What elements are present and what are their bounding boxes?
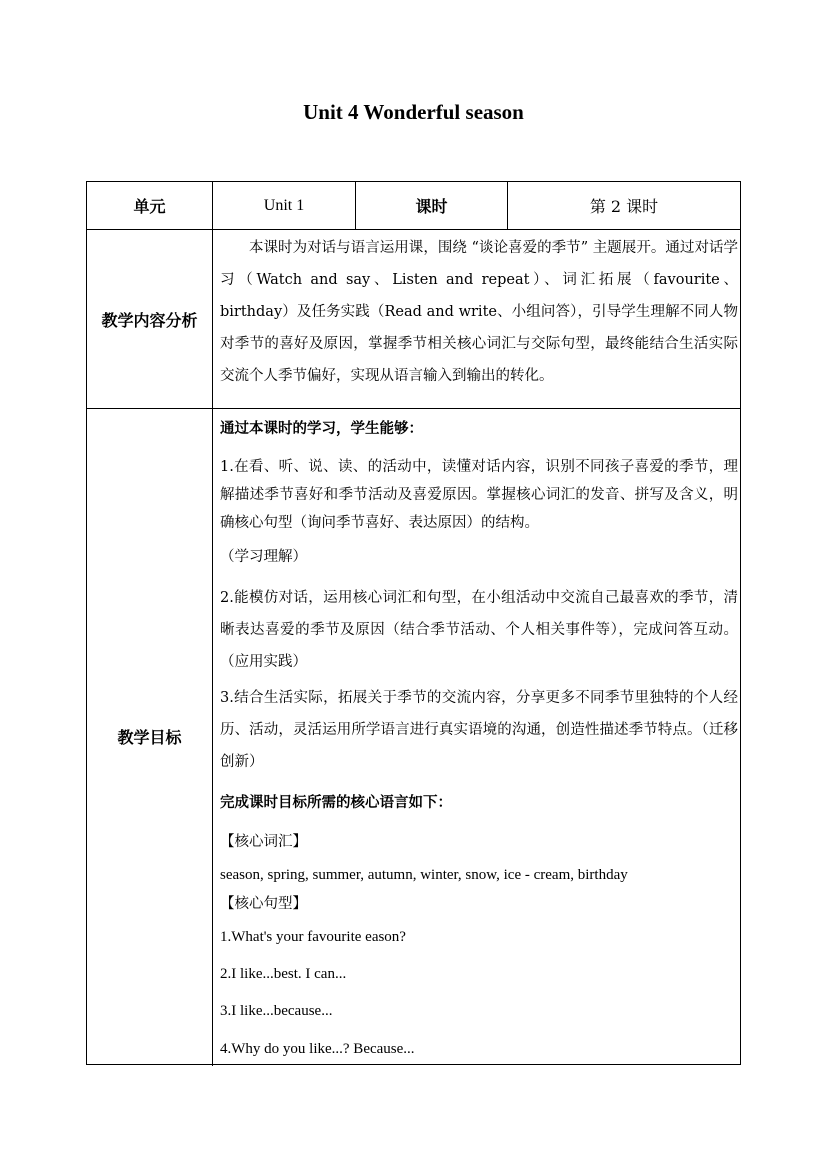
column-divider xyxy=(212,182,213,1066)
objective-2: 2.能模仿对话，运用核心词汇和句型，在小组活动中交流自己最喜欢的季节，清晰表达喜爱的季节及原因（结合季节活动、个人相关事件等），完成问答互动。（应用实践） xyxy=(220,590,738,670)
document-title: Unit 4 Wonderful season xyxy=(303,100,524,124)
analysis-text: 本课时为对话与语言运用课，围绕 “谈论喜爱的季节” 主题展开。通过对话学习（Watch and say、Listen and repeat）、词汇拓展（favourite、birthday）及任务实践（Read and write、小组问答），引导学生理解不同人物对季节的喜好及原因，掌握季节相关核心词汇与交际句型，最终能结合生活实际交流个人季节偏好，实现从语言输入到输出的转化。 xyxy=(220,240,738,384)
sentence-item: 4.Why do you like...? Because... xyxy=(220,1041,415,1057)
vocab-list: season, spring, summer, autumn, winter, snow, ice - cream, birthday xyxy=(220,867,628,883)
core-language-intro: 完成课时目标所需的核心语言如下： xyxy=(220,794,452,811)
sentence-item: 1.What's your favourite eason? xyxy=(220,929,406,945)
sentence-item: 2.I like...best. I can... xyxy=(220,966,347,982)
objectives-label: 教学目标 xyxy=(117,728,182,747)
sentence-label: 【核心句型】 xyxy=(220,896,307,912)
unit-value: Unit 1 xyxy=(263,196,305,214)
analysis-label: 教学内容分析 xyxy=(101,310,198,330)
period-label: 课时 xyxy=(415,197,448,216)
period-value: 第 2 课时 xyxy=(589,197,659,216)
objectives-content xyxy=(220,409,738,1064)
objective-1-tag: （学习理解） xyxy=(220,549,307,565)
lesson-plan-table xyxy=(86,181,741,1065)
objective-1: 1.在看、听、说、读、的活动中，读懂对话内容，识别不同孩子喜爱的季节，理解描述季节喜好和季节活动及喜爱原因。掌握核心词汇的发音、拼写及含义，明确核心句型（询问季节喜好、表达原因）的结构。 xyxy=(220,459,738,531)
objectives-intro: 通过本课时的学习，学生能够： xyxy=(220,420,423,437)
unit-label: 单元 xyxy=(133,197,166,216)
vocab-label: 【核心词汇】 xyxy=(220,834,307,850)
objective-3: 3.结合生活实际，拓展关于季节的交流内容，分享更多不同季节里独特的个人经历、活动，灵活运用所学语言进行真实语境的沟通，创造性描述季节特点。（迁移创新） xyxy=(220,690,738,770)
sentence-item: 3.I like...because... xyxy=(220,1003,333,1019)
